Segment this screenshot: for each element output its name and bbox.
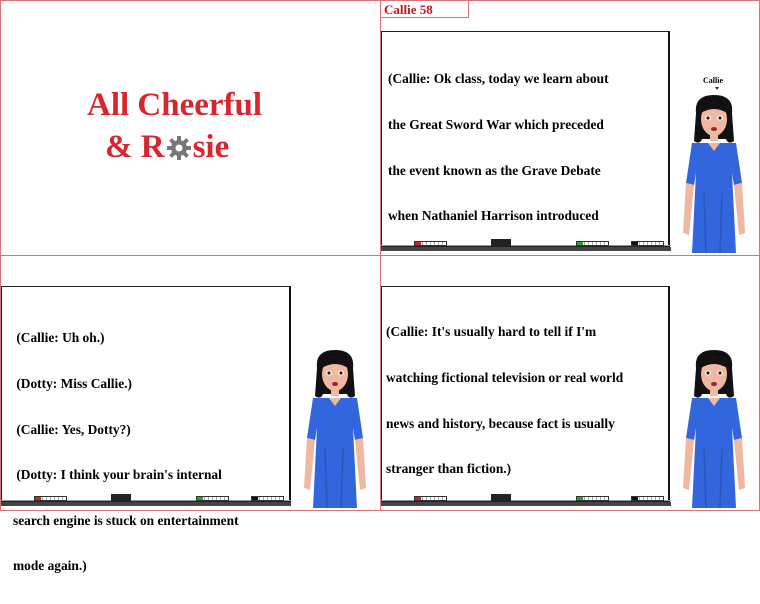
chalk-green — [196, 496, 229, 501]
dialog-line: (Callie: Uh oh.) — [13, 330, 105, 346]
chalk-red — [414, 496, 447, 501]
character-name-tag: Callie — [703, 76, 723, 85]
eraser — [491, 239, 511, 246]
eraser — [491, 494, 511, 501]
dialog-text — [386, 294, 623, 507]
chalk-red — [34, 496, 67, 501]
eraser — [111, 494, 131, 501]
dialog-line: mode again.) — [13, 558, 87, 574]
panel-logo — [0, 0, 381, 256]
dialog-line: watching fictional television or real world — [386, 370, 624, 386]
board-ledge — [381, 247, 671, 251]
logo-line-1: All Cheerful — [87, 87, 263, 123]
dialog-line: (Dotty: I think your brain's internal — [13, 467, 222, 483]
chalk-black — [251, 496, 284, 501]
dialog-line: news and history, because fact is usually — [386, 415, 615, 431]
board-ledge — [381, 502, 671, 506]
chalk-red — [414, 241, 447, 246]
panel-3 — [0, 255, 381, 574]
dialog-line: the Great Sword War which preceded — [388, 117, 604, 133]
dialog-line: (Dotty: Miss Callie.) — [13, 376, 132, 392]
dialog-line: (Callie: Yes, Dotty?) — [13, 421, 131, 437]
dialog-line: search engine is stuck on entertainment — [13, 512, 239, 528]
chalk-black — [631, 241, 664, 246]
chalk-green — [576, 496, 609, 501]
panel-4 — [380, 255, 760, 511]
dialog-line: (Callie: It's usually hard to tell if I'm — [386, 324, 597, 340]
chalk-green — [576, 241, 609, 246]
logo-text-post: sie — [192, 129, 230, 165]
panel-2 — [380, 0, 760, 256]
dialog-line: the event known as the Grave Debate — [388, 162, 601, 178]
callie-character — [674, 348, 756, 510]
chalk-black — [631, 496, 664, 501]
comic-title-tab — [381, 1, 469, 18]
dialog-line: when Nathaniel Harrison introduced — [388, 208, 599, 224]
dialog-line: (Callie: Ok class, today we learn about — [388, 71, 609, 87]
dialog-text — [13, 300, 239, 604]
callie-character — [295, 348, 377, 510]
comic-title: Callie 58 — [384, 2, 433, 17]
logo-line-2 — [105, 131, 229, 164]
name-tag-arrow-icon — [715, 87, 719, 90]
callie-character — [674, 93, 756, 255]
logo-text-pre: & R — [105, 129, 165, 165]
gear-icon — [166, 135, 192, 161]
board-ledge — [1, 502, 291, 506]
dialog-line: stranger than fiction.) — [386, 461, 512, 477]
